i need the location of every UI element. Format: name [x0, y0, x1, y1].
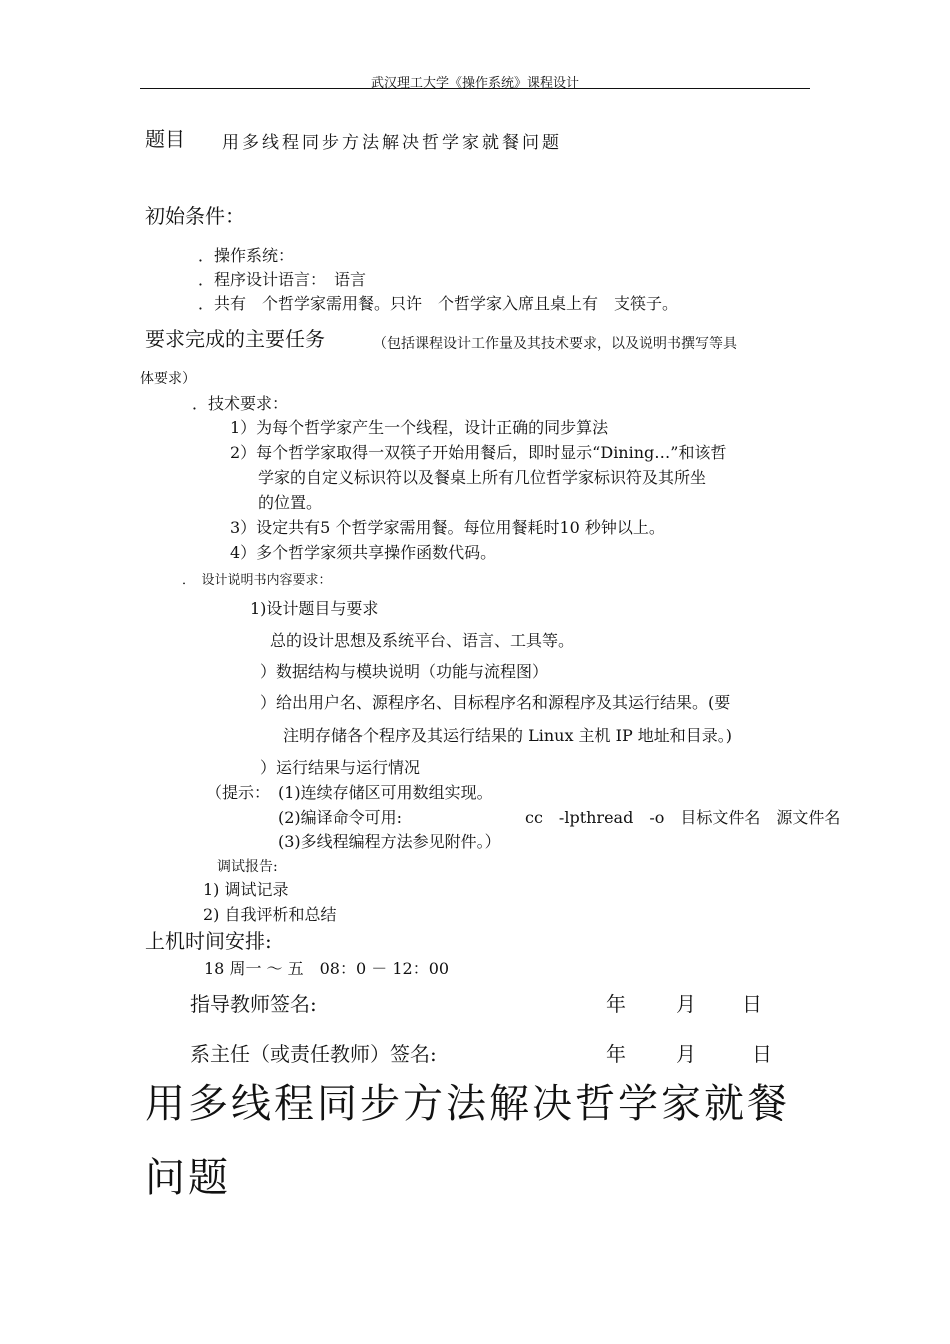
- doc-item-3: ）数据结构与模块说明（功能与流程图）: [260, 662, 549, 681]
- hint-label: （提示：: [206, 783, 271, 802]
- teacher-sign-day: 日: [742, 992, 762, 1016]
- tasks-heading: 要求完成的主要任务: [145, 327, 325, 351]
- topic-title: 用多线程同步方法解决哲学家就餐问题: [222, 133, 562, 153]
- hint-1: (1)连续存储区可用数组实现。: [278, 783, 493, 802]
- header-rule: [140, 88, 810, 89]
- doc-item-2: 总的设计思想及系统平台、语言、工具等。: [270, 631, 575, 650]
- hint-2: (2)编译命令可用:: [278, 808, 403, 827]
- doc-item-4-cont: 注明存储各个程序及其运行结果的 Linux 主机 IP 地址和目录。): [283, 726, 733, 745]
- initial-item-philosophers: ．共有 个哲学家需用餐。只许 个哲学家入席且桌上有 支筷子。: [198, 294, 679, 313]
- schedule-heading: 上机时间安排:: [145, 929, 272, 953]
- tech-item-2-cont1: 学家的自定义标识符以及餐桌上所有几位哲学家标识符及其所坐: [258, 468, 707, 487]
- doc-item-4: ）给出用户名、源程序名、目标程序名和源程序及其运行结果。(要: [260, 693, 731, 712]
- tech-item-1: 1）为每个哲学家产生一个线程，设计正确的同步算法: [230, 418, 609, 437]
- teacher-sign-year: 年: [606, 992, 626, 1016]
- schedule-time: 18 周一 ～ 五 08：0 － 12：00: [204, 959, 450, 978]
- big-title-line2: 问题: [145, 1155, 231, 1201]
- topic-label: 题目: [145, 127, 185, 151]
- big-title-line1: 用多线程同步方法解决哲学家就餐: [145, 1081, 790, 1127]
- page-header: 武汉理工大学《操作系统》课程设计: [370, 76, 579, 91]
- tech-item-2-cont2: 的位置。: [258, 493, 323, 512]
- director-sign-month: 月: [676, 1042, 696, 1066]
- tech-item-3: 3）设定共有5 个哲学家需用餐。每位用餐耗时10 秒钟以上。: [230, 518, 665, 537]
- director-sign-year: 年: [606, 1042, 626, 1066]
- teacher-signature-label: 指导教师签名:: [190, 992, 317, 1016]
- tech-item-4: 4）多个哲学家须共享操作函数代码。: [230, 543, 497, 562]
- initial-item-os: ．操作系统：: [198, 246, 295, 265]
- initial-item-language: ．程序设计语言： 语言: [198, 270, 367, 289]
- tasks-note-line1: （包括课程设计工作量及其技术要求，以及说明书撰写等具: [373, 336, 737, 352]
- initial-heading: 初始条件：: [145, 204, 245, 228]
- hint-2-command: cc -lpthread -o 目标文件名 源文件名: [525, 808, 841, 827]
- tech-heading: ．技术要求：: [192, 394, 289, 413]
- tech-item-2: 2）每个哲学家取得一双筷子开始用餐后，即时显示“Dining…”和该哲: [230, 443, 727, 462]
- doc-item-1: 1)设计题目与要求: [250, 599, 379, 618]
- director-signature-label: 系主任（或责任教师）签名:: [190, 1042, 437, 1066]
- hint-3: (3)多线程编程方法参见附件。）: [278, 832, 501, 851]
- teacher-sign-month: 月: [676, 992, 696, 1016]
- doc-heading: ． 设计说明书内容要求：: [182, 573, 332, 588]
- debug-heading: 调试报告:: [217, 859, 278, 875]
- director-sign-day: 日: [752, 1042, 772, 1066]
- tasks-note-line2: 体要求）: [140, 371, 196, 387]
- debug-item-2: 2) 自我评析和总结: [203, 905, 337, 924]
- debug-item-1: 1) 调试记录: [203, 880, 289, 899]
- doc-item-5: ）运行结果与运行情况: [260, 758, 421, 777]
